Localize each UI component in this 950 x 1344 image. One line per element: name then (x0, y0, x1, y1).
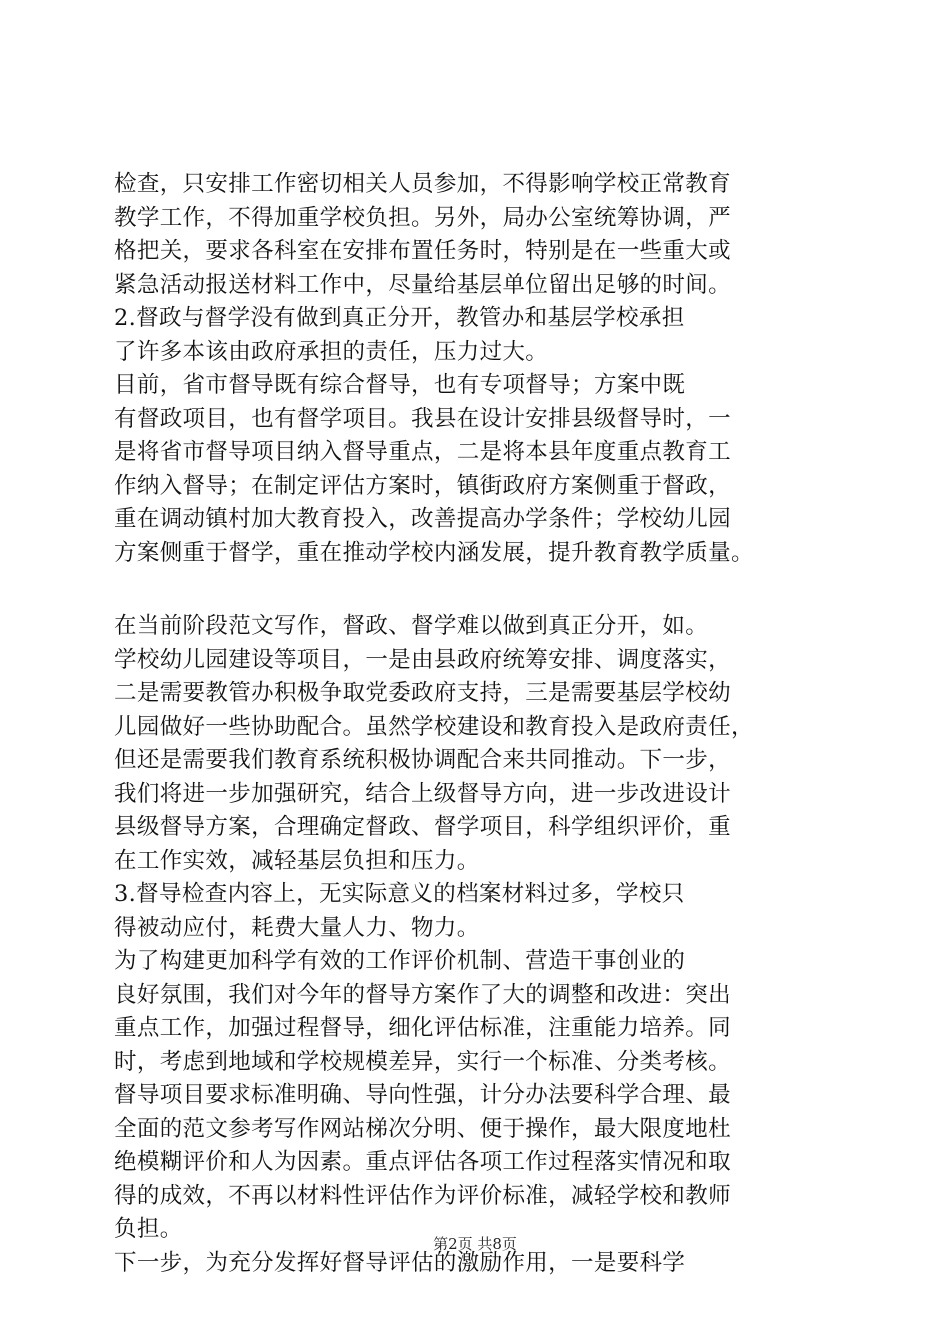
text-line: 督导项目要求标准明确、导向性强，计分办法要科学合理、最 (114, 1082, 731, 1108)
text-line: 全面的范文参考写作网站梯次分明、便于操作，最大限度地杜 (114, 1115, 731, 1142)
text-line: 儿园做好一些协助配合。虽然学校建设和教育投入是政府责任， (114, 713, 754, 740)
text-line: 时，考虑到地域和学校规模差异，实行一个标准、分类考核。 (114, 1048, 731, 1075)
text-line: 检查，只安排工作密切相关人员参加，不得影响学校正常教育 (114, 171, 731, 197)
text-line: 2.督政与督学没有做到真正分开，教管办和基层学校承担 (114, 305, 685, 331)
text-line: 是将省市督导项目纳入督导重点，二是将本县年度重点教育工 (114, 439, 731, 465)
body-text (114, 168, 854, 1280)
text-line: 良好氛围，我们对今年的督导方案作了大的调整和改进：突出 (114, 981, 731, 1008)
text-line: 得的成效，不再以材料性评估作为评价标准，减轻学校和教师 (114, 1182, 731, 1209)
text-line: 重在调动镇村加大教育投入，改善提高办学条件；学校幼儿园 (114, 506, 731, 532)
paragraph-group-b (114, 610, 854, 1280)
text-line: 负担。 (114, 1216, 183, 1242)
text-line: 作纳入督导；在制定评估方案时，镇街政府方案侧重于督政， (114, 472, 731, 499)
text-line: 为了构建更加科学有效的工作评价机制、营造干事创业的 (114, 948, 686, 974)
text-line: 但还是需要我们教育系统积极协调配合来共同推动。下一步， (114, 747, 731, 773)
text-line: 有督政项目，也有督学项目。我县在设计安排县级督导时，一 (114, 405, 731, 432)
text-line: 目前，省市督导既有综合督导，也有专项督导；方案中既 (114, 372, 686, 398)
text-line: 县级督导方案，合理确定督政、督学项目，科学组织评价，重 (114, 814, 731, 840)
text-line: 学校幼儿园建设等项目，一是由县政府统筹安排、调度落实， (114, 646, 731, 673)
text-line: 3.督导检查内容上，无实际意义的档案材料过多，学校只 (114, 881, 685, 907)
paragraph-group-a (114, 168, 854, 570)
text-line: 得被动应付，耗费大量人力、物力。 (114, 914, 480, 941)
page-footer: 第2页 共8页 (433, 1235, 517, 1253)
text-line: 绝模糊评价和人为因素。重点评估各项工作过程落实情况和取 (114, 1149, 731, 1175)
text-line: 在当前阶段范文写作，督政、督学难以做到真正分开，如。 (114, 613, 709, 639)
text-line: 格把关，要求各科室在安排布置任务时，特别是在一些重大或 (114, 238, 731, 264)
text-line: 我们将进一步加强研究，结合上级督导方向，进一步改进设计 (114, 780, 731, 807)
text-line: 紧急活动报送材料工作中，尽量给基层单位留出足够的时间。 (114, 271, 731, 298)
text-line: 二是需要教管办积极争取党委政府支持，三是需要基层学校幼 (114, 680, 731, 706)
paragraph-gap (114, 570, 854, 610)
text-line: 下一步，为充分发挥好督导评估的激励作用，一是要科学 (114, 1249, 686, 1276)
text-line: 了许多本该由政府承担的责任，压力过大。 (114, 338, 549, 365)
text-line: 教学工作，不得加重学校负担。另外，局办公室统筹协调，严 (114, 204, 731, 231)
text-line: 方案侧重于督学，重在推动学校内涵发展，提升教育教学质量。 (114, 539, 754, 566)
text-line: 在工作实效，减轻基层负担和压力。 (114, 847, 480, 874)
text-line: 重点工作，加强过程督导，细化评估标准，注重能力培养。同 (114, 1015, 731, 1041)
